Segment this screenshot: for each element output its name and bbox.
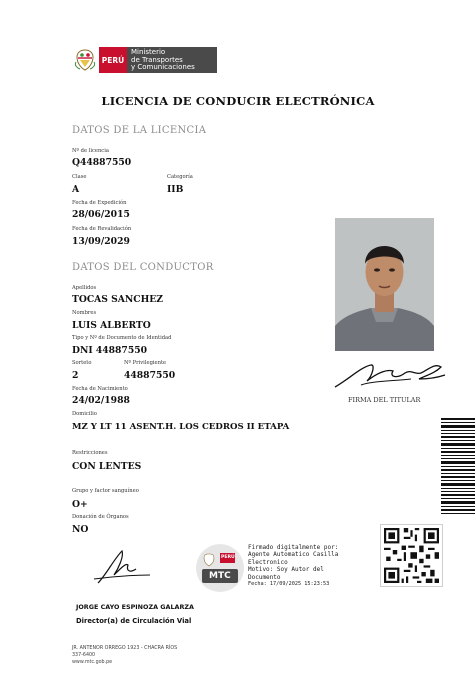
director-role: Director(a) de Circulación Vial (76, 617, 192, 625)
mtc-logo (74, 46, 217, 74)
qr-code-image (384, 528, 439, 583)
coat-of-arms-icon (74, 48, 96, 72)
digital-signature-line1: Firmado digitalmente por: (248, 544, 339, 551)
restriction-code: 2 (72, 370, 79, 381)
digital-signature-line2: Agente Automatico Casilla (248, 551, 339, 559)
id-document: DNI 44887550 (72, 345, 148, 356)
birth-date: 24/02/1988 (72, 395, 130, 406)
mtc-seal-peru: PERÚ (221, 555, 235, 560)
barcode (441, 418, 475, 514)
restrictions-label: Restricciones (72, 450, 108, 456)
digital-signature-line6: Fecha: 17/09/2025 15:23:53 (248, 581, 330, 588)
surname-label: Apellidos (72, 285, 97, 291)
footer-phone: 337-6400 (72, 653, 96, 658)
digital-signature-line5: Documento (248, 573, 281, 581)
revalidation-date: 13/09/2029 (72, 236, 130, 247)
restriction-code-label: Sorteto (72, 360, 92, 366)
footer-address: JR. ANTENOR ORREGO 1923 - CHACRA RÍOS (72, 646, 178, 651)
license-section-title: DATOS DE LA LICENCIA (72, 125, 207, 136)
blood-type: O+ (72, 499, 88, 510)
privilege-label: Nº Privilegiente (124, 360, 167, 366)
license-category: IIB (167, 184, 184, 195)
surname: TOCAS SANCHEZ (72, 294, 163, 305)
names: LUIS ALBERTO (72, 320, 151, 331)
driver-section-title: DATOS DEL CONDUCTOR (72, 262, 214, 273)
license-class: A (72, 184, 80, 195)
address-label: Domicilio (72, 411, 97, 417)
holder-signature (331, 357, 449, 393)
license-number-label: Nº de licencia (72, 148, 109, 154)
holder-signature-caption: FIRMA DEL TITULAR (348, 396, 421, 404)
digital-signature-line4: Motivo: Soy Autor del (248, 566, 324, 574)
issue-date-label: Fecha de Expedición (72, 200, 127, 206)
id-document-label: Tipo y Nº de Documento de Identidad (72, 335, 172, 341)
footer-website: www.mtc.gob.pe (72, 660, 113, 665)
footer (72, 645, 177, 666)
holder-photo-image (335, 218, 434, 351)
names-label: Nombres (72, 310, 97, 316)
digital-signature-text (248, 544, 338, 588)
ministry-name: Ministerio de Transportes y Comunicaciones (127, 47, 217, 73)
mtc-seal-label: MTC (209, 571, 231, 581)
document-title: LICENCIA DE CONDUCIR ELECTRÓNICA (101, 94, 375, 108)
revalidation-date-label: Fecha de Revalidación (72, 226, 132, 232)
address: MZ Y LT 11 ASENT.H. LOS CEDROS II ETAPA (72, 422, 290, 432)
birth-date-label: Fecha de Nacimiento (72, 386, 128, 392)
license-number: Q44887550 (72, 157, 132, 168)
issue-date: 28/06/2015 (72, 209, 130, 220)
digital-signature-line3: Electronico (248, 558, 288, 566)
director-name: JORGE CAYO ESPINOZA GALARZA (76, 603, 194, 611)
qr-code (380, 524, 443, 587)
blood-type-label: Grupo y factor sanguíneo (72, 488, 139, 494)
mtc-seal (196, 544, 244, 592)
organ-donation-label: Donación de Órganos (72, 514, 129, 520)
director-signature (92, 545, 154, 587)
organ-donation: NO (72, 524, 89, 535)
class-label: Clase (72, 174, 87, 180)
category-label: Categoría (167, 174, 193, 180)
holder-photo (335, 218, 434, 351)
restrictions: CON LENTES (72, 461, 142, 472)
privilege-number: 44887550 (124, 370, 176, 381)
mtc-seal-icon (196, 544, 244, 592)
brand-peru: PERÚ (99, 47, 127, 73)
